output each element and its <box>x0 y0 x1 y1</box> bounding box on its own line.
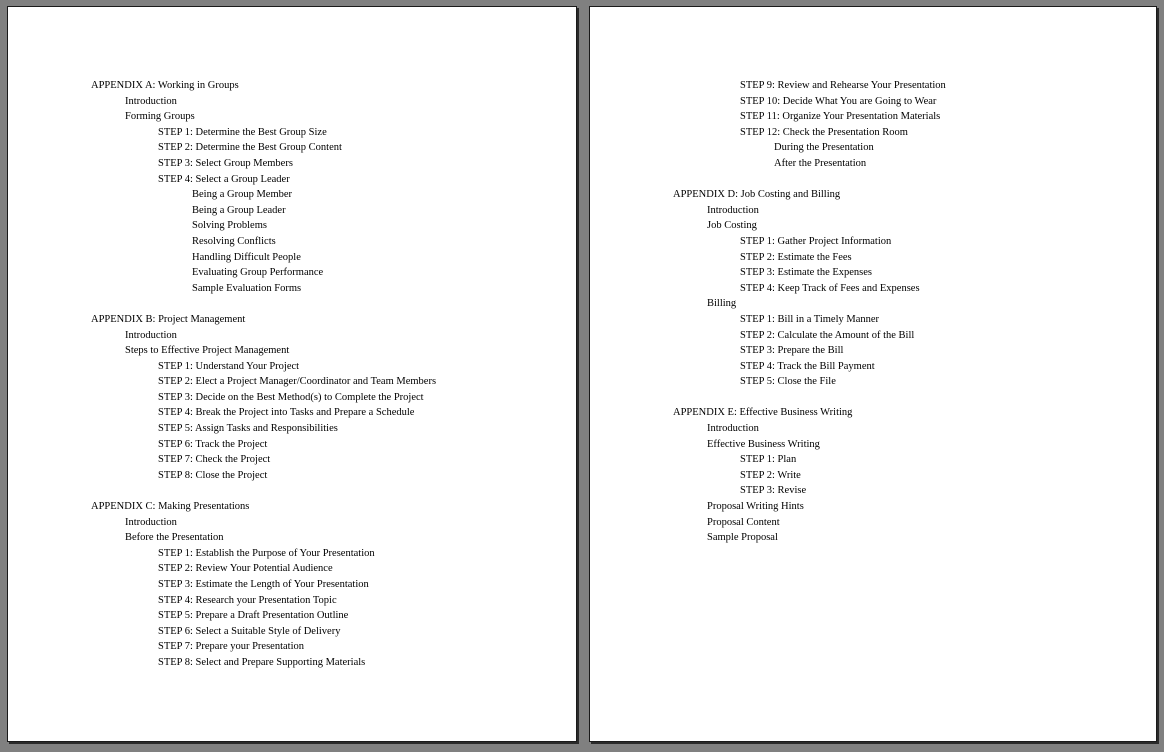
step-entry: STEP 4: Break the Project into Tasks and Prepare a Schedule <box>158 407 415 419</box>
step-entry: STEP 1: Bill in a Timely Manner <box>740 313 880 325</box>
blank-line <box>673 390 946 406</box>
section-entry: Effective Business Writing <box>707 438 820 450</box>
step-entry: STEP 1: Establish the Purpose of Your Presentation <box>158 547 375 559</box>
outline-left <box>91 78 436 671</box>
section-entry: Before the Presentation <box>125 532 224 544</box>
step-entry: STEP 4: Track the Bill Payment <box>740 360 875 372</box>
step-entry: STEP 2: Elect a Project Manager/Coordinator and Team Members <box>158 376 437 388</box>
section-entry: Introduction <box>125 329 177 341</box>
step-entry: STEP 10: Decide What You are Going to Wear <box>740 95 937 107</box>
step-entry: STEP 3: Estimate the Expenses <box>740 267 873 279</box>
section-entry: Introduction <box>707 423 759 435</box>
step-entry: STEP 1: Understand Your Project <box>158 360 300 372</box>
step-entry: STEP 6: Track the Project <box>158 438 268 450</box>
subtopic-entry: Solving Problems <box>192 220 267 232</box>
section-entry: Forming Groups <box>125 111 195 123</box>
step-entry: STEP 3: Prepare the Bill <box>740 345 844 357</box>
step-entry: STEP 3: Estimate the Length of Your Presentation <box>158 579 369 590</box>
step-entry: STEP 2: Determine the Best Group Content <box>158 142 342 154</box>
subtopic-entry: Resolving Conflicts <box>192 235 276 247</box>
subtopic-entry: Evaluating Group Performance <box>192 267 324 279</box>
step-entry: STEP 1: Plan <box>740 454 797 466</box>
subtopic-entry: During the Presentation <box>774 142 874 154</box>
step-entry: STEP 2: Review Your Potential Audience <box>158 563 333 575</box>
step-entry: STEP 4: Keep Track of Fees and Expenses <box>740 282 920 294</box>
step-entry: STEP 7: Prepare your Presentation <box>158 641 305 653</box>
step-entry: STEP 3: Decide on the Best Method(s) to Complete the Project <box>158 391 424 403</box>
blank-line <box>91 483 436 499</box>
section-entry: Introduction <box>125 516 177 528</box>
appendix-heading: APPENDIX A: Working in Groups <box>91 80 239 91</box>
step-entry: STEP 2: Write <box>740 469 801 481</box>
section-entry: Introduction <box>707 204 759 216</box>
blank-line <box>91 296 436 312</box>
subtopic-entry: Handling Difficult People <box>192 251 301 263</box>
section-entry: Proposal Writing Hints <box>707 501 804 513</box>
step-entry: STEP 1: Gather Project Information <box>740 235 892 247</box>
section-entry: Job Costing <box>707 220 757 232</box>
step-entry: STEP 7: Check the Project <box>158 454 271 466</box>
step-entry: STEP 8: Close the Project <box>158 469 268 481</box>
step-entry: STEP 9: Review and Rehearse Your Presentation <box>740 80 946 91</box>
step-entry: STEP 3: Revise <box>740 485 807 497</box>
subtopic-entry: Being a Group Member <box>192 189 293 201</box>
subtopic-entry: Sample Evaluation Forms <box>192 282 302 294</box>
appendix-heading: APPENDIX B: Project Management <box>91 313 246 325</box>
blank-line <box>673 172 946 188</box>
section-entry: Introduction <box>125 95 177 107</box>
subtopic-entry: Being a Group Leader <box>192 204 286 216</box>
section-entry: Billing <box>707 298 737 310</box>
step-entry: STEP 1: Determine the Best Group Size <box>158 126 327 138</box>
page-right <box>589 6 1157 742</box>
outline-right <box>673 78 946 546</box>
step-entry: STEP 2: Calculate the Amount of the Bill <box>740 329 915 341</box>
step-entry: STEP 5: Prepare a Draft Presentation Outline <box>158 610 349 622</box>
appendix-heading: APPENDIX E: Effective Business Writing <box>673 407 853 419</box>
step-entry: STEP 5: Assign Tasks and Responsibilities <box>158 423 338 435</box>
appendix-heading: APPENDIX C: Making Presentations <box>91 501 250 513</box>
step-entry: STEP 6: Select a Suitable Style of Delivery <box>158 625 341 637</box>
step-entry: STEP 5: Close the File <box>740 376 836 388</box>
section-entry: Steps to Effective Project Management <box>125 345 290 357</box>
page-left <box>7 6 577 742</box>
step-entry: STEP 12: Check the Presentation Room <box>740 126 908 138</box>
section-entry: Proposal Content <box>707 516 780 528</box>
step-entry: STEP 2: Estimate the Fees <box>740 251 852 263</box>
step-entry: STEP 4: Select a Group Leader <box>158 173 290 185</box>
step-entry: STEP 11: Organize Your Presentation Materials <box>740 111 941 123</box>
appendix-heading: APPENDIX D: Job Costing and Billing <box>673 189 841 201</box>
step-entry: STEP 8: Select and Prepare Supporting Materials <box>158 656 366 668</box>
subtopic-entry: After the Presentation <box>774 157 867 169</box>
section-entry: Sample Proposal <box>707 532 778 544</box>
step-entry: STEP 4: Research your Presentation Topic <box>158 594 337 606</box>
step-entry: STEP 3: Select Group Members <box>158 157 293 169</box>
